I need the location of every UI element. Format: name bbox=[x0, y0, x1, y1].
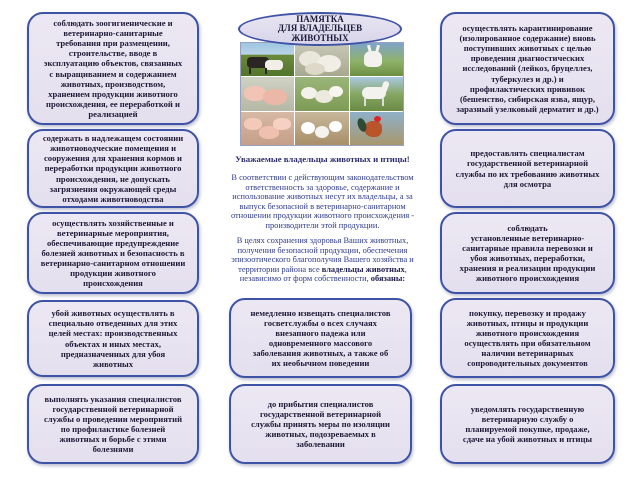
rule-line: до прибытия специалистов bbox=[267, 398, 374, 409]
rule-left-3 bbox=[27, 212, 199, 294]
rule-line: отходами животноводства bbox=[62, 193, 164, 204]
rule-line: сопроводительных документов bbox=[467, 358, 588, 369]
rule-left-4 bbox=[27, 300, 199, 377]
rule-line: животноводческие помещения и bbox=[49, 143, 177, 154]
horse-photo bbox=[350, 77, 403, 110]
title-line-1: ПАМЯТКА bbox=[296, 13, 344, 24]
rule-text bbox=[250, 308, 390, 369]
rule-line: животных bbox=[92, 358, 134, 369]
rule-line: целей местах: производственных bbox=[48, 328, 178, 339]
rule-line: государственной ветеринарной bbox=[52, 403, 174, 414]
obligations-paragraph bbox=[230, 236, 415, 284]
rule-line: животных, подозреваемых в bbox=[265, 429, 376, 440]
rule-line: поступивших животных с целью bbox=[463, 43, 592, 54]
rule-text bbox=[456, 23, 598, 114]
rule-line: строительстве, вводе в bbox=[68, 48, 158, 59]
obligations-text: территории района все bbox=[238, 264, 322, 274]
rule-text bbox=[251, 399, 390, 450]
rule-line: происхождения bbox=[83, 278, 143, 289]
rule-line: переработки продукции животного bbox=[44, 163, 182, 174]
obligations-text: независимо от форм собственности, bbox=[239, 274, 371, 284]
rule-line: убой животных осуществлять в bbox=[51, 308, 175, 319]
rule-line: сооружения для хранения кормов и bbox=[43, 153, 183, 164]
rule-line: содержать в надлежащем состоянии bbox=[42, 133, 184, 144]
title-line-2: ДЛЯ ВЛАДЕЛЬЦЕВ bbox=[277, 23, 363, 34]
rule-line: животных, производством, bbox=[60, 78, 166, 89]
obligations-line: эпизоотического благополучия Вашего хозяйства и bbox=[231, 255, 414, 265]
rule-line: осуществлять хозяйственные и bbox=[52, 217, 174, 228]
rule-line: исследований (лейкоз, бруцеллез, bbox=[462, 63, 593, 74]
rule-text bbox=[43, 133, 183, 204]
intro-line: производители этой продукции. bbox=[265, 220, 380, 230]
rule-line: животного происхождения bbox=[475, 273, 580, 284]
rule-line: предоставлять специалистам bbox=[470, 148, 585, 159]
rule-line: государственной ветеринарной bbox=[466, 158, 589, 169]
rule-text bbox=[460, 223, 596, 284]
greeting: Уважаемые владельцы животных и птицы! bbox=[235, 154, 410, 164]
lambs-photo bbox=[295, 77, 348, 110]
rule-line: службы по их требованию животных bbox=[455, 168, 600, 179]
rule-line: ветеринарно-санитарном отношении bbox=[40, 258, 186, 269]
rule-line: внезапного падежа или bbox=[275, 327, 366, 338]
rule-line: ветеринарную службу о bbox=[481, 413, 574, 424]
rule-line: хранения и реализации продукции bbox=[459, 263, 596, 274]
rule-line: государственной ветеринарной bbox=[259, 408, 382, 419]
intro-line: отношении продукции животного происхождения - bbox=[230, 211, 415, 221]
intro-line: использование животных несут их владельцы, а за bbox=[232, 192, 413, 202]
rule-middle-2 bbox=[229, 384, 412, 464]
rule-line: требования при размещении, bbox=[56, 38, 170, 49]
rule-line: службы о проведении мероприятий bbox=[43, 413, 183, 424]
obliged-emphasis: обязаны: bbox=[370, 274, 406, 284]
intro-line: выпуск безопасной в ветеринарно-санитарном bbox=[239, 201, 406, 211]
rule-line: реализацией bbox=[88, 109, 138, 120]
rule-text bbox=[463, 404, 592, 445]
rule-text bbox=[44, 394, 182, 455]
rule-line: установленные ветеринарно- bbox=[470, 232, 585, 243]
rule-line: загрязнения окружающей среды bbox=[49, 183, 177, 194]
rule-text bbox=[464, 308, 590, 369]
rule-left-5 bbox=[27, 384, 199, 464]
rule-right-5 bbox=[440, 384, 615, 464]
owners-emphasis: владельцы животных bbox=[321, 264, 405, 274]
obligations-line: получения безопасной продукции, обеспечения bbox=[237, 245, 408, 255]
rule-left-2 bbox=[27, 129, 199, 208]
animals-photo-collage bbox=[240, 42, 404, 146]
rule-text bbox=[44, 18, 182, 119]
rule-line: специально отведенных для этих bbox=[48, 318, 178, 329]
rule-line: службы принять меры по изоляции bbox=[251, 418, 390, 429]
rule-line: госветслужбы о всех случаях bbox=[264, 317, 377, 328]
rule-line: происхождения, ее переработкой и bbox=[46, 98, 180, 109]
rule-left-1 bbox=[27, 12, 199, 125]
rule-line: осуществлять при обязательном bbox=[464, 338, 591, 348]
rule-line: соблюдать bbox=[507, 222, 548, 233]
rule-right-2 bbox=[440, 129, 615, 208]
rule-line: профилактических прививок bbox=[469, 83, 586, 94]
pigs-photo bbox=[241, 77, 294, 110]
rule-line: объектах и иных местах, bbox=[64, 338, 162, 349]
intro-line: ответственность за здоровье, содержание и bbox=[245, 182, 400, 192]
rule-line: убоя животных, переработки, bbox=[470, 253, 585, 263]
rule-text bbox=[49, 308, 178, 369]
rule-line: животного происхождения bbox=[475, 327, 580, 338]
rule-line: туберкулез и др.) и bbox=[491, 73, 564, 84]
rule-line: обеспечивающие предупреждение bbox=[47, 237, 179, 248]
rule-line: сдаче на убой животных и птицы bbox=[462, 434, 593, 445]
memo-title bbox=[238, 12, 402, 46]
rule-right-3 bbox=[440, 212, 615, 294]
rooster-photo bbox=[350, 112, 403, 145]
rule-line: одновременного массового bbox=[268, 338, 373, 348]
rule-text bbox=[41, 218, 186, 289]
rule-line: немедленно извещать специалистов bbox=[250, 307, 391, 318]
chickens-photo bbox=[295, 112, 348, 145]
rule-line: заразный узелковый дерматит и др.) bbox=[456, 103, 599, 114]
rule-line: предназначенных для убоя bbox=[60, 348, 166, 359]
rule-line: хранением продукции животного bbox=[48, 88, 178, 99]
obligations-text: , bbox=[404, 264, 407, 274]
rule-line: продукции животного bbox=[70, 268, 156, 279]
rule-line: осуществлять карантинирование bbox=[462, 22, 593, 33]
obligations-line bbox=[230, 274, 415, 284]
rule-line: заболевания животных, а также об bbox=[252, 348, 389, 359]
piglets-photo bbox=[241, 112, 294, 145]
rule-right-1 bbox=[440, 12, 615, 125]
rule-line: эксплуатацию объектов, связанных bbox=[43, 58, 183, 69]
rule-line: их необычном поведении bbox=[271, 358, 370, 369]
rule-line: для осмотра bbox=[503, 178, 552, 189]
rule-middle-1 bbox=[229, 298, 412, 378]
rule-line: санитарные правила перевозки и bbox=[462, 242, 593, 253]
rule-line: уведомлять государственную bbox=[470, 403, 585, 414]
rule-line: наличии ветеринарных bbox=[481, 348, 574, 359]
obligations-line bbox=[230, 265, 415, 275]
rule-line: болезнями bbox=[92, 444, 134, 455]
rule-line: болезней животных и безопасность в bbox=[41, 247, 185, 258]
rule-line: животных и борьбе с этими bbox=[59, 434, 167, 445]
rule-line: выполнять указания специалистов bbox=[44, 393, 182, 404]
rule-line: животных, птицы и продукции bbox=[466, 317, 589, 328]
rule-line: ветеринарно-санитарные bbox=[63, 27, 163, 38]
rule-line: (изолированное содержание) вновь bbox=[459, 33, 596, 43]
title-line-3: ЖИВОТНЫХ bbox=[291, 32, 349, 43]
rule-line: с выращиванием и содержанием bbox=[49, 68, 177, 79]
intro-line: В соответствии с действующим законодательством bbox=[231, 173, 414, 182]
rule-line: по профилактике болезней bbox=[60, 424, 166, 434]
rule-line: заболевании bbox=[296, 439, 345, 450]
rule-line: ветеринарные мероприятия, bbox=[57, 227, 169, 238]
rule-line: происхождения, не допускать bbox=[55, 173, 170, 184]
rule-line: проведения диагностических bbox=[470, 53, 585, 64]
rule-line: планируемой покупке, продаже, bbox=[465, 424, 590, 434]
title-banner bbox=[238, 12, 402, 50]
rule-line: покупку, перевозку и продажу bbox=[469, 307, 586, 318]
rule-line: соблюдать зоогигиенические и bbox=[53, 17, 173, 28]
rule-right-4 bbox=[440, 298, 615, 378]
rule-text bbox=[456, 148, 600, 189]
intro-paragraph bbox=[230, 173, 415, 230]
rule-line: (бешенство, сибирская язва, ящур, bbox=[459, 93, 596, 104]
obligations-line: В целях сохранения здоровья Ваших животных, bbox=[236, 236, 409, 245]
